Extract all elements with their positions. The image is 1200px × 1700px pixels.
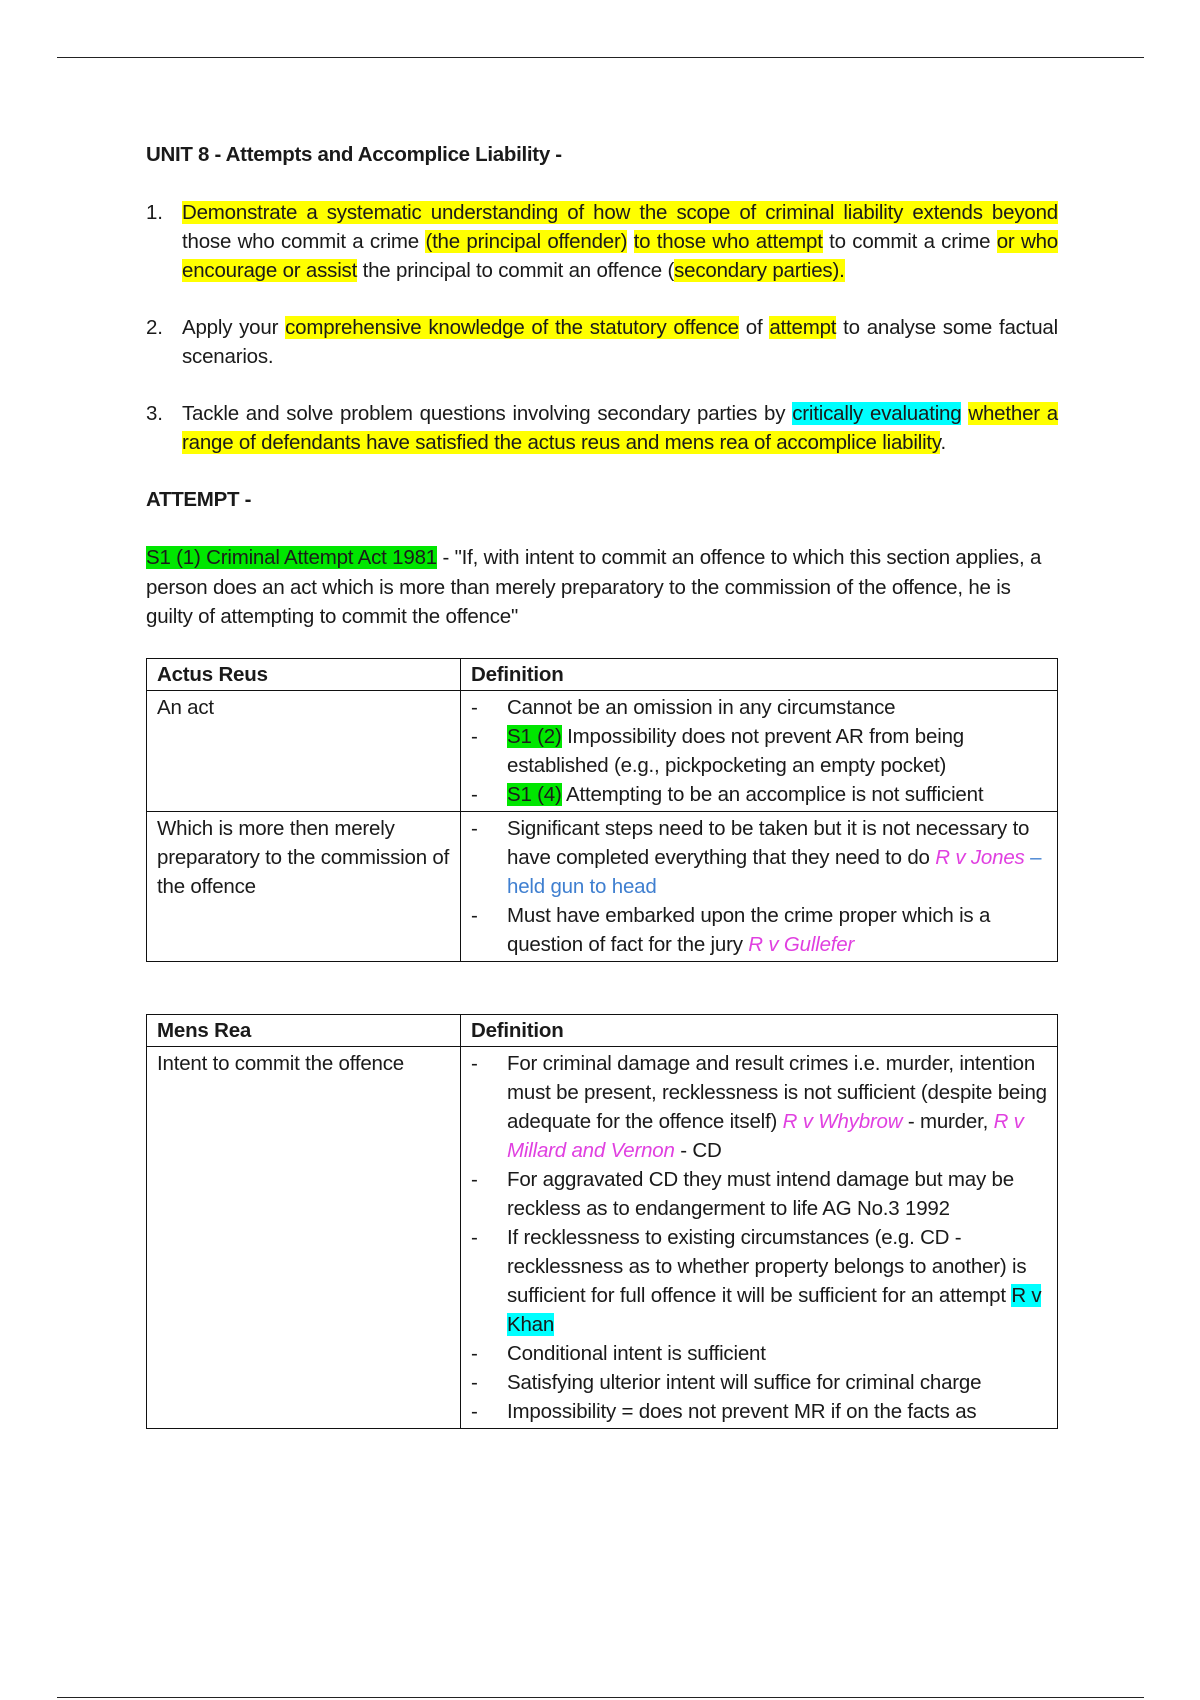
table-row: [147, 811, 1058, 961]
objective-text: [182, 316, 1058, 368]
text-segment: For aggravated CD they must intend damage but may be reckless as to endangerment to life AG No.3 1992: [507, 1167, 1014, 1220]
definition-item: [471, 1368, 1047, 1397]
text-segment: (the principal offender): [425, 230, 628, 253]
column-header: Definition: [461, 1014, 1058, 1046]
definition-item: [471, 1339, 1047, 1368]
definition-item: [471, 1165, 1047, 1223]
table-row: [147, 1046, 1058, 1428]
attempt-heading: ATTEMPT -: [146, 488, 252, 511]
definition-cell: [461, 690, 1058, 811]
objective-2: [146, 313, 1058, 371]
column-header: Mens Rea: [147, 1014, 461, 1046]
text-segment: R v Whybrow: [782, 1109, 903, 1133]
text-segment: attempt: [769, 316, 837, 339]
text-segment: critically evaluating: [792, 402, 962, 425]
statute-quote: [146, 543, 1058, 632]
definition-list: [471, 1049, 1047, 1426]
statute-text: - "If, with intent to commit an offence to which this section applies, a person does an act which is more than merely preparatory to the commission of the offence, he is guilty of attempting to commit the offence": [146, 546, 1042, 628]
objective-3: [146, 399, 1058, 457]
text-segment: Cannot be an omission in any circumstance: [507, 695, 896, 719]
text-segment: of: [738, 316, 770, 339]
text-segment: If recklessness to existing circumstances (e.g. CD - recklessness as to whether property belongs to another) is sufficient for full offence it will be sufficient for an attempt: [507, 1225, 1027, 1307]
term-cell: An act: [147, 690, 461, 811]
learning-objectives: [146, 198, 1058, 457]
definition-item: [471, 1223, 1047, 1339]
text-segment: whether a range of defendants have satisfied the actus reus and mens rea of accomplice liability: [182, 402, 1059, 454]
objective-1: [146, 198, 1058, 285]
text-segment: to analyse some factual scenarios.: [182, 316, 1058, 368]
objective-text: [182, 201, 1058, 282]
objective-number: 1.: [146, 201, 163, 224]
definition-item: [471, 722, 1047, 780]
text-segment: to those who attempt: [633, 230, 823, 253]
definition-item: [471, 901, 1047, 959]
column-header: Actus Reus: [147, 658, 461, 690]
definition-list: [471, 814, 1047, 959]
text-segment: Demonstrate a systematic understanding of how the scope of criminal liability extends beyond: [182, 201, 1058, 224]
text-segment: Significant steps need to be taken but it is not necessary to have completed everything that they need to do: [507, 816, 1030, 869]
text-segment: – held gun to head: [507, 845, 1042, 898]
table-header-row: [147, 1014, 1058, 1046]
text-segment: secondary parties).: [674, 259, 845, 282]
text-segment: .: [940, 431, 946, 454]
footer-rule: [57, 1697, 1144, 1698]
text-segment: [627, 230, 633, 253]
text-segment: Impossibility = does not prevent MR if on the facts as: [507, 1399, 977, 1423]
definition-cell: [461, 1046, 1058, 1428]
term-cell: Intent to commit the offence: [147, 1046, 461, 1428]
text-segment: the principal to commit an offence (: [357, 259, 675, 282]
text-segment: Conditional intent is sufficient: [507, 1341, 766, 1365]
definition-item: [471, 814, 1047, 901]
objective-text: [182, 402, 1058, 454]
text-segment: R v Jones: [935, 845, 1025, 869]
table-row: [147, 690, 1058, 811]
text-segment: R v Gullefer: [748, 932, 855, 956]
term-cell: Which is more then merely preparatory to the commission of the offence: [147, 811, 461, 961]
text-segment: Must have embarked upon the crime proper which is a question of fact for the jury: [507, 903, 991, 956]
text-segment: Impossibility does not prevent AR from being established (e.g., pickpocketing an empty pocket): [507, 724, 964, 777]
text-segment: For criminal damage and result crimes i.e. murder, intention must be present, recklessness is not sufficient (despite being adequate for the offence itself): [507, 1051, 1047, 1133]
text-segment: those who commit a crime: [182, 230, 426, 253]
text-segment: or who encourage or assist: [182, 230, 1058, 282]
text-segment: R v Millard and Vernon: [507, 1109, 1024, 1162]
statute-reference: S1 (1) Criminal Attempt Act 1981: [146, 546, 437, 569]
objective-number: 3.: [146, 402, 163, 425]
text-segment: Apply your: [182, 316, 286, 339]
objective-number: 2.: [146, 316, 163, 339]
text-segment: Attempting to be an accomplice is not sufficient: [561, 782, 984, 806]
actus-reus-table: [146, 658, 1058, 962]
document-body: [146, 140, 1058, 1429]
text-segment: - murder,: [902, 1109, 994, 1133]
table-header-row: [147, 658, 1058, 690]
text-segment: - CD: [674, 1138, 722, 1162]
text-segment: S1 (2): [507, 724, 562, 748]
text-segment: S1 (4): [507, 782, 562, 806]
text-segment: comprehensive knowledge of the statutory offence: [285, 316, 739, 339]
mens-rea-table: [146, 1014, 1058, 1429]
definition-item: [471, 693, 1047, 722]
definition-item: [471, 780, 1047, 809]
text-segment: to commit a crime: [822, 230, 997, 253]
unit-title: UNIT 8 - Attempts and Accomplice Liability -: [146, 143, 562, 166]
definition-cell: [461, 811, 1058, 961]
definition-item: [471, 1049, 1047, 1165]
header-rule: [57, 57, 1144, 58]
column-header: Definition: [461, 658, 1058, 690]
text-segment: Tackle and solve problem questions involving secondary parties by: [182, 402, 793, 425]
text-segment: Satisfying ulterior intent will suffice for criminal charge: [507, 1370, 982, 1394]
text-segment: R v Khan: [507, 1283, 1042, 1336]
definition-list: [471, 693, 1047, 809]
definition-item: [471, 1397, 1047, 1426]
